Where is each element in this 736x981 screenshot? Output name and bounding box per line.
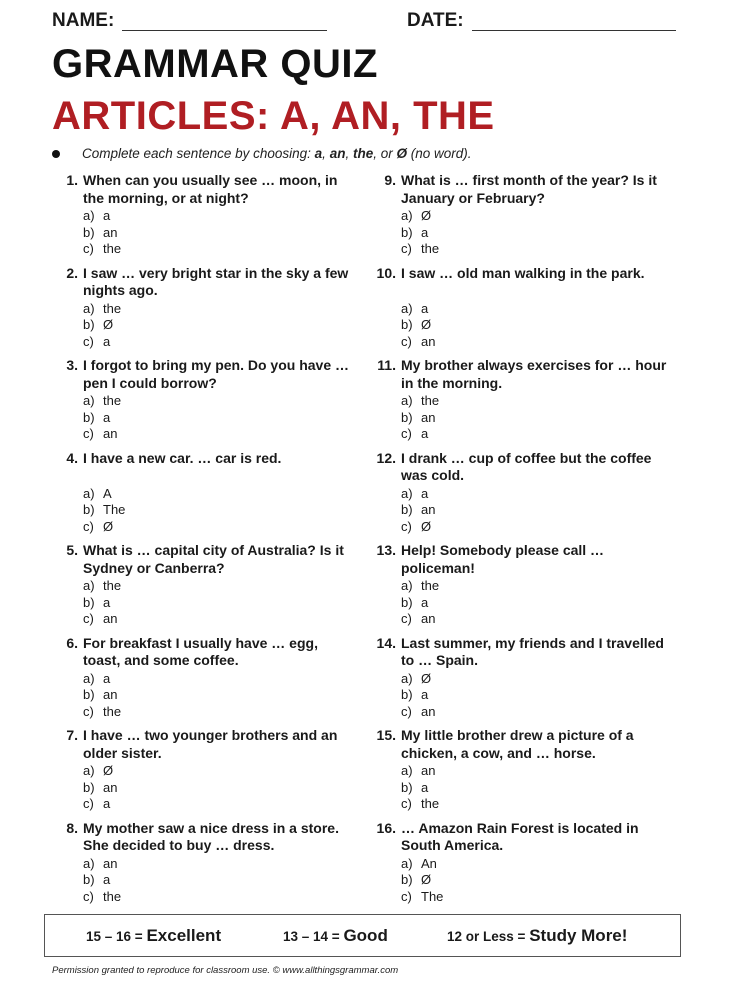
- option-text: the: [421, 796, 440, 811]
- answer-option[interactable]: [83, 780, 283, 797]
- option-letter: b): [83, 687, 95, 702]
- option-letter: b): [83, 224, 95, 240]
- option-text: Ø: [421, 670, 432, 686]
- score-study-more: 12 or Less = Study More!: [447, 926, 628, 945]
- answer-option[interactable]: [83, 502, 283, 519]
- option-letter: a): [83, 578, 95, 593]
- option-letter: b): [83, 502, 95, 517]
- option-text: a: [421, 224, 429, 240]
- question-item: [372, 448, 662, 541]
- answer-option[interactable]: [401, 317, 601, 334]
- option-letter: b): [83, 779, 95, 795]
- option-letter: a): [401, 578, 413, 593]
- answer-options: [83, 393, 283, 443]
- question-text: What is … first month of the year? Is it January or February?: [401, 172, 657, 206]
- question-number: 12.: [376, 449, 396, 466]
- option-letter: c): [83, 703, 94, 719]
- answer-option[interactable]: [401, 872, 601, 889]
- option-letter: a): [83, 763, 95, 778]
- option-text: Ø: [421, 317, 432, 332]
- answer-option[interactable]: [83, 208, 283, 225]
- option-text: a: [103, 670, 111, 686]
- answer-option[interactable]: [401, 334, 601, 351]
- option-text: a: [103, 333, 111, 349]
- option-text: an: [103, 687, 118, 702]
- footer-permission: Permission granted to reproduce for classroom use. © www.allthingsgrammar.com: [52, 965, 399, 976]
- answer-option[interactable]: [401, 704, 601, 721]
- option-letter: b): [401, 779, 413, 795]
- answer-option[interactable]: [83, 704, 283, 721]
- option-letter: a): [401, 393, 413, 408]
- answer-option[interactable]: [83, 578, 283, 595]
- answer-option[interactable]: [401, 889, 601, 906]
- option-letter: b): [401, 687, 413, 702]
- date-blank-line: [472, 30, 676, 31]
- option-text: the: [103, 300, 122, 316]
- question-number: 15.: [376, 727, 396, 743]
- answer-option[interactable]: [83, 763, 283, 780]
- option-letter: a): [401, 763, 413, 778]
- answer-option[interactable]: [83, 486, 283, 503]
- option-letter: c): [401, 796, 412, 811]
- answer-option[interactable]: [83, 872, 283, 889]
- option-letter: c): [401, 611, 412, 626]
- answer-options: [83, 486, 283, 536]
- name-label: NAME:: [52, 10, 115, 31]
- option-text: A: [103, 485, 112, 501]
- option-letter: c): [83, 241, 94, 256]
- option-letter: a): [83, 300, 95, 316]
- option-text: a: [103, 409, 111, 425]
- option-text: an: [421, 703, 436, 719]
- option-text: a: [421, 300, 429, 316]
- question-text: When can you usually see … moon, in the morning, or at night?: [83, 172, 338, 206]
- option-letter: a): [83, 393, 95, 408]
- question-text: I have a new car. … car is red.: [83, 449, 282, 466]
- answer-options: [83, 763, 283, 813]
- option-text: An: [421, 855, 437, 871]
- option-letter: a): [401, 208, 413, 223]
- option-text: an: [421, 333, 436, 349]
- answer-option[interactable]: [83, 241, 283, 258]
- question-item: [372, 818, 662, 911]
- option-text: a: [421, 687, 429, 702]
- answer-option[interactable]: [83, 796, 283, 813]
- option-letter: b): [83, 317, 95, 332]
- question-item: [54, 448, 344, 541]
- answer-option[interactable]: [83, 856, 283, 873]
- option-letter: c): [83, 796, 94, 811]
- option-text: an: [103, 779, 118, 795]
- question-number: 3.: [66, 357, 78, 373]
- answer-options: [401, 671, 601, 721]
- option-text: the: [103, 393, 122, 408]
- question-text: I saw … old man walking in the park.: [401, 264, 645, 281]
- question-number: 2.: [66, 264, 78, 281]
- option-letter: c): [401, 703, 412, 719]
- name-blank-line: [122, 30, 327, 31]
- option-text: an: [103, 426, 118, 441]
- option-text: an: [421, 763, 436, 778]
- option-text: a: [103, 872, 111, 887]
- option-text: a: [421, 594, 429, 610]
- answer-option[interactable]: [401, 519, 601, 536]
- answer-option[interactable]: [83, 334, 283, 351]
- option-letter: c): [83, 518, 94, 534]
- answer-option[interactable]: [83, 393, 283, 410]
- question-number: 1.: [66, 172, 78, 188]
- question-text: For breakfast I usually have … egg, toast, and some coffee.: [83, 634, 318, 668]
- option-text: the: [103, 888, 122, 904]
- questions-column-right: [372, 170, 667, 910]
- page-subtitle: ARTICLES: A, AN, THE: [52, 94, 495, 138]
- answer-option[interactable]: [401, 687, 601, 704]
- option-text: Ø: [421, 872, 432, 887]
- option-text: an: [421, 611, 436, 626]
- option-letter: b): [401, 502, 413, 517]
- option-text: the: [421, 578, 440, 593]
- question-item: [54, 540, 344, 633]
- answer-option[interactable]: [401, 796, 601, 813]
- answer-option[interactable]: [401, 595, 601, 612]
- question-item: [54, 170, 344, 263]
- question-text: My mother saw a nice dress in a store. She decided to buy … dress.: [83, 819, 339, 853]
- answer-options: [401, 486, 601, 536]
- option-letter: a): [401, 485, 413, 501]
- question-item: [54, 818, 344, 911]
- option-text: The: [103, 502, 126, 517]
- answer-option[interactable]: [401, 486, 601, 503]
- question-item: [372, 725, 662, 818]
- option-letter: b): [401, 594, 413, 610]
- question-number: 9.: [384, 172, 396, 188]
- question-text: I have … two younger brothers and an older sister.: [83, 727, 338, 761]
- question-text: … Amazon Rain Forest is located in South America.: [401, 819, 639, 853]
- answer-option[interactable]: [401, 780, 601, 797]
- answer-option[interactable]: [83, 410, 283, 427]
- answer-options: [401, 856, 601, 906]
- option-text: Ø: [103, 317, 114, 332]
- question-text: I saw … very bright star in the sky a few nights ago.: [83, 264, 349, 298]
- question-item: [372, 540, 662, 633]
- answer-options: [401, 763, 601, 813]
- answer-option[interactable]: [83, 225, 283, 242]
- option-text: the: [421, 241, 440, 256]
- option-text: a: [103, 796, 111, 811]
- option-letter: a): [401, 300, 413, 316]
- answer-option[interactable]: [401, 671, 601, 688]
- score-good: 13 – 14 = Good: [283, 926, 388, 945]
- option-letter: b): [401, 317, 413, 332]
- option-letter: b): [83, 872, 95, 887]
- question-number: 7.: [66, 727, 78, 743]
- option-letter: c): [401, 333, 412, 349]
- answer-options: [83, 578, 283, 628]
- answer-options: [401, 301, 601, 351]
- answer-option[interactable]: [83, 611, 283, 628]
- answer-option[interactable]: [83, 301, 283, 318]
- question-number: 11.: [377, 357, 396, 373]
- option-text: a: [103, 208, 111, 223]
- answer-option[interactable]: [83, 519, 283, 536]
- option-text: Ø: [103, 763, 114, 778]
- option-letter: b): [83, 594, 95, 610]
- option-letter: c): [401, 241, 412, 256]
- option-letter: c): [401, 518, 412, 534]
- option-letter: b): [401, 872, 413, 887]
- option-text: The: [421, 888, 444, 904]
- option-text: an: [103, 611, 118, 626]
- worksheet-header: [52, 10, 678, 36]
- option-text: a: [103, 594, 111, 610]
- answer-option[interactable]: [401, 763, 601, 780]
- question-item: [372, 633, 662, 726]
- option-letter: c): [83, 888, 94, 904]
- option-letter: a): [83, 208, 95, 223]
- answer-option[interactable]: [83, 595, 283, 612]
- question-number: 8.: [66, 819, 78, 836]
- option-letter: a): [83, 485, 95, 501]
- option-letter: c): [401, 426, 412, 441]
- answer-option[interactable]: [83, 889, 283, 906]
- option-letter: a): [83, 855, 95, 871]
- option-text: the: [421, 393, 440, 408]
- option-text: an: [421, 409, 436, 425]
- answer-option[interactable]: [83, 317, 283, 334]
- answer-option[interactable]: [401, 856, 601, 873]
- answer-options: [401, 208, 601, 258]
- answer-option[interactable]: [401, 578, 601, 595]
- question-item: [372, 355, 667, 448]
- option-text: a: [421, 779, 429, 795]
- question-text: I forgot to bring my pen. Do you have … pen I could borrow?: [83, 357, 350, 391]
- answer-options: [401, 578, 601, 628]
- question-text: My little brother drew a picture of a chicken, a cow, and … horse.: [401, 727, 634, 761]
- answer-option[interactable]: [401, 502, 601, 519]
- option-text: the: [103, 578, 122, 593]
- question-number: 10.: [376, 264, 396, 281]
- question-number: 5.: [66, 542, 78, 558]
- question-number: 13.: [376, 542, 396, 558]
- option-letter: a): [83, 670, 95, 686]
- question-number: 14.: [376, 634, 396, 651]
- option-letter: c): [83, 426, 94, 441]
- bullet-icon: [52, 150, 60, 158]
- answer-option[interactable]: [83, 687, 283, 704]
- option-letter: a): [401, 855, 413, 871]
- questions-column-left: [54, 170, 350, 910]
- answer-options: [401, 393, 601, 443]
- question-text: What is … capital city of Australia? Is it Sydney or Canberra?: [83, 542, 344, 576]
- option-text: Ø: [421, 518, 432, 534]
- score-excellent: 15 – 16 = Excellent: [86, 926, 222, 945]
- option-text: an: [103, 224, 118, 240]
- question-number: 6.: [66, 634, 78, 651]
- instructions-text: Complete each sentence by choosing: a, an, the, or Ø (no word).: [82, 146, 472, 161]
- option-letter: c): [401, 888, 412, 904]
- answer-option[interactable]: [401, 393, 601, 410]
- option-letter: a): [401, 670, 413, 686]
- option-letter: b): [83, 409, 95, 425]
- question-item: [54, 725, 344, 818]
- option-letter: c): [83, 611, 94, 626]
- answer-options: [83, 301, 283, 351]
- page-title: GRAMMAR QUIZ: [52, 42, 378, 86]
- scoring-box: [44, 914, 681, 957]
- question-number: 4.: [66, 449, 78, 466]
- option-text: Ø: [421, 208, 432, 223]
- answer-option[interactable]: [401, 225, 601, 242]
- answer-option[interactable]: [83, 426, 283, 443]
- question-text: Last summer, my friends and I travelled to … Spain.: [401, 634, 664, 668]
- question-item: [54, 633, 344, 726]
- option-text: the: [103, 241, 122, 256]
- answer-options: [83, 856, 283, 906]
- answer-option[interactable]: [401, 410, 601, 427]
- option-text: an: [103, 855, 118, 871]
- question-item: [54, 355, 350, 448]
- option-text: a: [421, 485, 429, 501]
- option-letter: b): [401, 409, 413, 425]
- answer-option[interactable]: [83, 671, 283, 688]
- option-text: a: [421, 426, 429, 441]
- question-number: 16.: [376, 819, 396, 836]
- option-letter: b): [401, 224, 413, 240]
- option-text: the: [103, 703, 122, 719]
- date-label: DATE:: [407, 10, 464, 31]
- question-text: My brother always exercises for … hour in the morning.: [401, 357, 667, 391]
- question-item: [372, 263, 662, 356]
- answer-option[interactable]: [401, 611, 601, 628]
- answer-option[interactable]: [401, 301, 601, 318]
- answer-option[interactable]: [401, 208, 601, 225]
- answer-option[interactable]: [401, 426, 601, 443]
- answer-options: [83, 208, 283, 258]
- option-text: an: [421, 502, 436, 517]
- instructions: [52, 146, 472, 161]
- question-item: [54, 263, 349, 356]
- answer-options: [83, 671, 283, 721]
- question-item: [372, 170, 662, 263]
- question-text: I drank … cup of coffee but the coffee was cold.: [401, 449, 652, 483]
- answer-option[interactable]: [401, 241, 601, 258]
- option-text: Ø: [103, 518, 114, 534]
- option-letter: c): [83, 333, 94, 349]
- question-text: Help! Somebody please call … policeman!: [401, 542, 605, 576]
